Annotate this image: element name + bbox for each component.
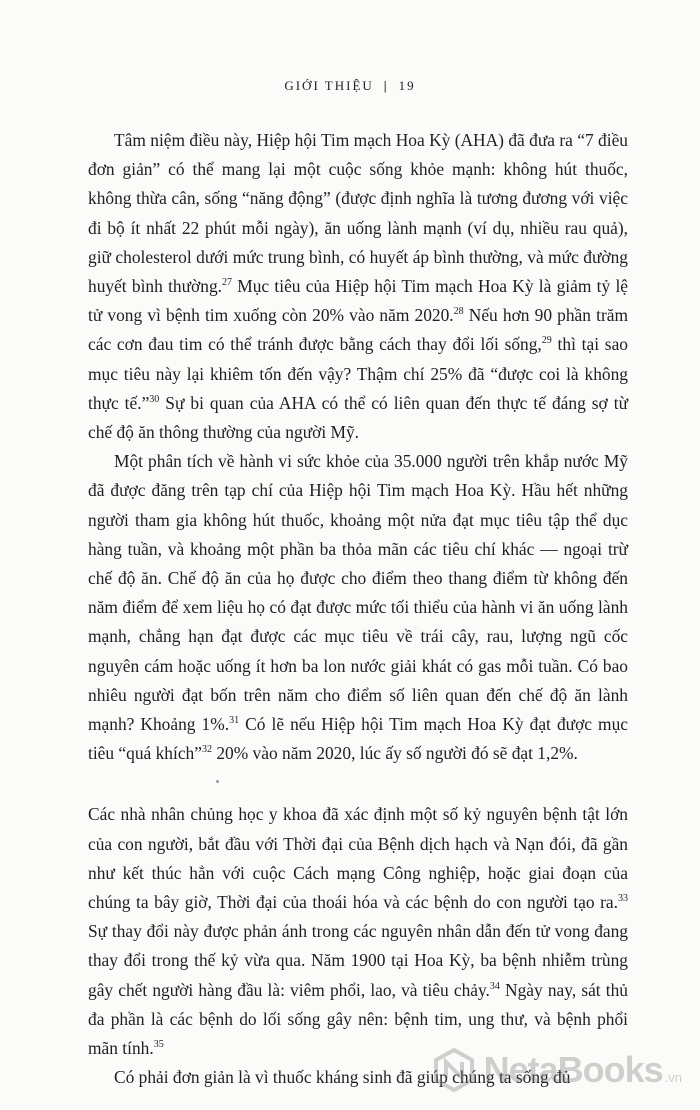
text-run: Sự thay đổi này được phản ánh trong các nguyên nhân dẫn đến tử vong đang thay đổi trong thế kỷ vừa qua. Năm 1900 tại Hoa Kỳ, ba bệnh nhiễm trùng gây chết người hàng đầu là: viêm phổi, lao, và tiêu chảy. (88, 921, 628, 1000)
text-run: thì tại sao mục tiêu này lại khiêm tốn đến vậy? Thậm chí 25% đã “được coi là không thực tế.” (88, 334, 628, 413)
footnote-ref: 27 (222, 277, 232, 289)
paragraph-1 (88, 126, 628, 447)
footnote-ref: 30 (149, 394, 160, 406)
footnote-ref: 34 (489, 980, 500, 992)
text-run: Có lẽ nếu Hiệp hội Tim mạch Hoa Kỳ đạt được mục tiêu “quá khích” (88, 714, 628, 764)
watermark-text (484, 1049, 682, 1091)
header-separator: | (383, 78, 389, 93)
watermark-brand: NetaBooks (483, 1049, 663, 1090)
footnote-ref: 32 (201, 744, 212, 756)
text-run: Có phải đơn giản là vì thuốc kháng sinh đã giúp chúng ta sống đủ (114, 1067, 571, 1088)
section-break-dot (216, 780, 219, 783)
text-run: Một phân tích về hành vi sức khỏe của 35.000 người trên khắp nước Mỹ đã được đăng trên tạp chí của Hiệp hội Tim mạch Hoa Kỳ. Hầu hết những người tham gia không hút thuốc, khoảng một nửa đạt mục tiêu tập thể dục hàng tuần, và khoảng một phần ba thỏa mãn các tiêu chí khác — ngoại trừ chế độ ăn. Chế độ ăn của họ được cho điểm theo thang điểm từ không đến năm điểm để xem liệu họ có đạt được mức tối thiểu của hành vi ăn uống lành mạnh, chẳng hạn đạt được các mục tiêu về trái cây, rau, lượng ngũ cốc nguyên cám hoặc uống ít hơn ba lon nước giải khát có gas mỗi tuần. Có bao nhiêu người đạt bốn trên năm cho điểm số liên quan đến chế độ ăn lành mạnh? Khoảng 1%. (88, 451, 628, 735)
netabooks-logo-icon (432, 1048, 476, 1092)
text-run: Nếu hơn 90 phần trăm các cơn đau tim có thể tránh được bằng cách thay đổi lối sống, (88, 305, 628, 355)
watermark-suffix: .vn (664, 1070, 682, 1085)
watermark (432, 1048, 682, 1092)
body-text (88, 126, 628, 1093)
paragraph-2 (88, 447, 628, 768)
text-run: Ngày nay, sát thủ đa phần là các bệnh do lối sống gây nên: bệnh tim, ung thư, và bệnh phổi mãn tính. (88, 979, 628, 1059)
footnote-ref: 29 (541, 335, 552, 347)
running-header (0, 78, 700, 94)
paragraph-3 (88, 800, 628, 1063)
footnote-ref: 28 (453, 306, 464, 318)
footnote-ref: 33 (618, 893, 628, 905)
text-run: Mục tiêu của Hiệp hội Tim mạch Hoa Kỳ là giảm tỷ lệ tử vong vì bệnh tim xuống còn 20% vào năm 2020. (88, 276, 629, 326)
text-run: Các nhà nhân chủng học y khoa đã xác định một số kỷ nguyên bệnh tật lớn của con người, bắt đầu với Thời đại của Bệnh dịch hạch và Nạn đói, đã gần như kết thúc hẳn với cuộc Cách mạng Công nghiệp, hoặc giai đoạn của chúng ta bây giờ, Thời đại của thoái hóa và các bệnh do con người tạo ra. (88, 804, 628, 913)
text-run: Tâm niệm điều này, Hiệp hội Tim mạch Hoa Kỳ (AHA) đã đưa ra “7 điều đơn giản” có thể mang lại một cuộc sống khỏe mạnh: không hút thuốc, không thừa cân, sống “năng động” (được định nghĩa là tương đương với việc đi bộ ít nhất 22 phút mỗi ngày), ăn uống lành mạnh (ví dụ, nhiều rau quả), giữ cholesterol dưới mức trung bình, có huyết áp bình thường, và mức đường huyết bình thường. (88, 130, 628, 297)
footnote-ref: 31 (229, 715, 240, 727)
text-run: Sự bi quan của AHA có thể có liên quan đến thực tế đáng sợ từ chế độ ăn thông thường của người Mỹ. (88, 392, 628, 443)
section-break (88, 768, 628, 800)
footnote-ref: 35 (153, 1039, 164, 1051)
page-number: 19 (398, 78, 416, 93)
text-run: 20% vào năm 2020, lúc ấy số người đó sẽ đạt 1,2%. (211, 743, 578, 764)
section-title: GIỚI THIỆU (284, 78, 374, 93)
